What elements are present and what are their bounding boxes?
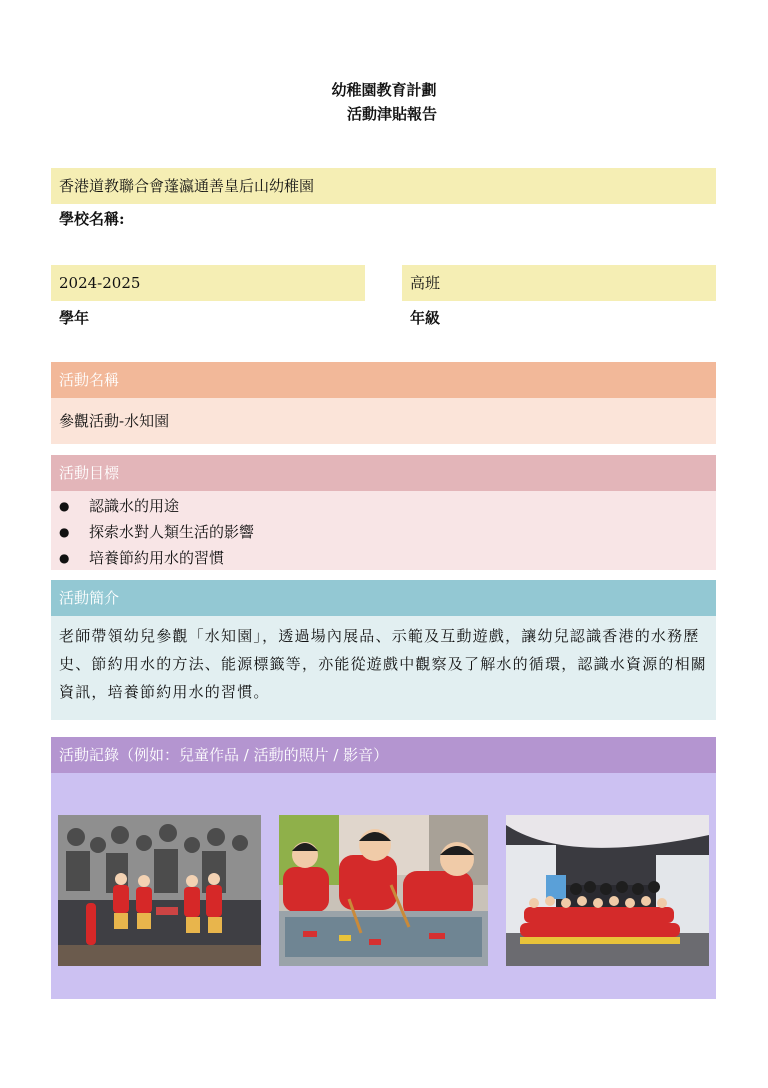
- school-name-label: 學校名稱:: [59, 210, 125, 228]
- bullet-icon: ●: [59, 551, 70, 565]
- bullet-icon: ●: [59, 525, 70, 539]
- activity-intro-heading: 活動簡介: [51, 580, 716, 616]
- grade-label: 年級: [410, 309, 441, 327]
- intro-paragraph: 老師帶領幼兒參觀「水知園」，透過場內展品、示範及互動遊戲，讓幼兒認識香港的水務歷史、節約用水的方法、能源標籤等，亦能從遊戲中觀察及了解水的循環，認識水資源的相關資訊，培養節約用水的習慣。: [59, 627, 708, 701]
- activity-goals-body: [51, 491, 716, 570]
- activity-photo-3: [506, 815, 709, 966]
- list-item: [59, 493, 716, 519]
- activity-goals-heading: 活動目標: [51, 455, 716, 491]
- school-name-field: 香港道教聯合會蓬瀛通善皇后山幼稚園: [51, 168, 716, 204]
- grade-field: 高班: [402, 265, 716, 301]
- activity-record-heading: 活動記錄（例如：兒童作品 / 活動的照片 / 影音）: [51, 737, 716, 773]
- document-title: 幼稚園教育計劃: [331, 81, 437, 99]
- goals-list: [51, 493, 716, 571]
- activity-photo-2: [279, 815, 488, 966]
- list-item: [59, 545, 716, 571]
- goal-text: 探索水對人類生活的影響: [89, 523, 255, 541]
- goal-text: 培養節約用水的習慣: [89, 549, 225, 567]
- goal-text: 認識水的用途: [89, 497, 180, 515]
- activity-photo-1: [58, 815, 261, 966]
- school-year-field: 2024-2025: [51, 265, 365, 301]
- document-subtitle: 活動津貼報告: [346, 105, 437, 123]
- activity-name-heading: 活動名稱: [51, 362, 716, 398]
- school-year-label: 學年: [59, 309, 90, 327]
- list-item: [59, 519, 716, 545]
- bullet-icon: ●: [59, 499, 70, 513]
- activity-intro-body: [51, 616, 716, 720]
- activity-name-value: 參觀活動-水知園: [51, 398, 716, 444]
